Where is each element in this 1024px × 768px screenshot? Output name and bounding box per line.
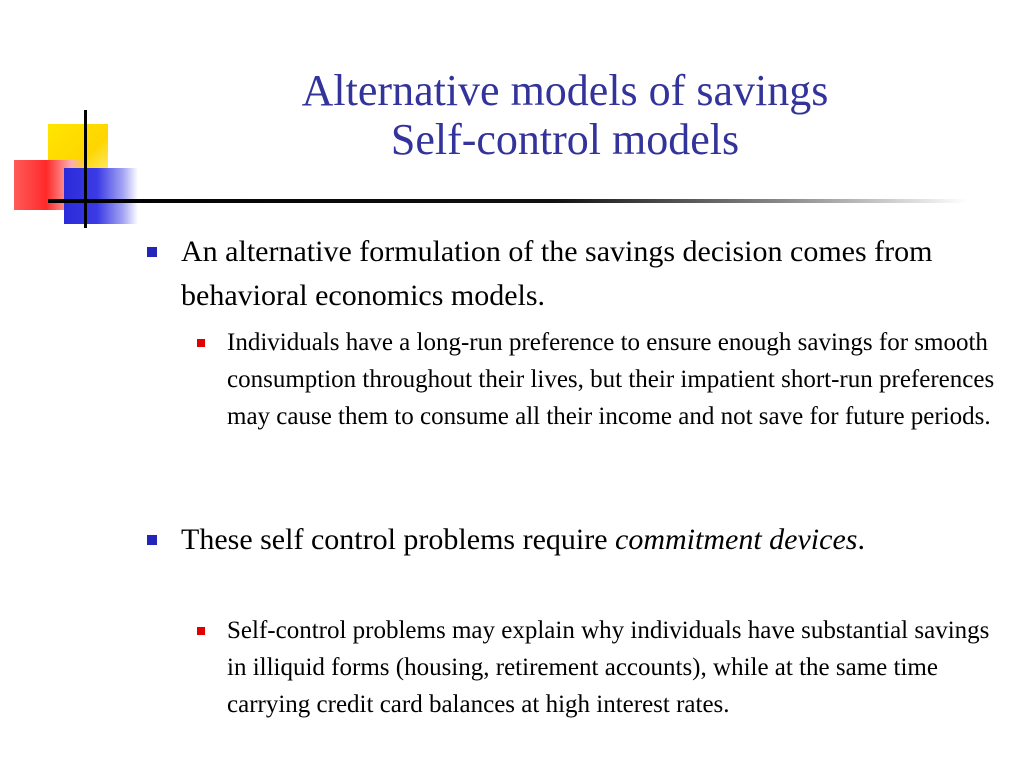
sub-bullet-1-text: Individuals have a long-run preference to ensure enough savings for smooth consumption throughout their lives, but their impatient short-run preferences may cause them to consume all their income and not save for future periods.	[227, 329, 995, 430]
bullet-2-text-italic: commitment devices	[615, 523, 858, 556]
bullet-2-text-before: These self control problems require	[181, 523, 616, 556]
square-bullet-icon	[197, 339, 205, 347]
square-bullet-icon	[147, 535, 157, 545]
bullet-2	[181, 518, 981, 562]
bullet-1-text: An alternative formulation of the savings decision comes from behavioral economics models.	[181, 235, 933, 312]
bullet-1	[181, 230, 981, 318]
square-bullet-icon	[197, 627, 205, 635]
bullet-2-text-after: .	[857, 523, 865, 556]
title-line-2: Self-control models	[390, 115, 740, 164]
sub-bullet-2	[227, 612, 997, 723]
sub-bullet-2-text: Self-control problems may explain why individuals have substantial savings in illiquid forms (housing, retirement accounts), while at the same time carrying credit card balances at high interest rates.	[227, 617, 990, 718]
title-line-1: Alternative models of savings	[301, 66, 829, 115]
sub-bullet-1	[227, 324, 997, 435]
square-bullet-icon	[147, 247, 157, 257]
